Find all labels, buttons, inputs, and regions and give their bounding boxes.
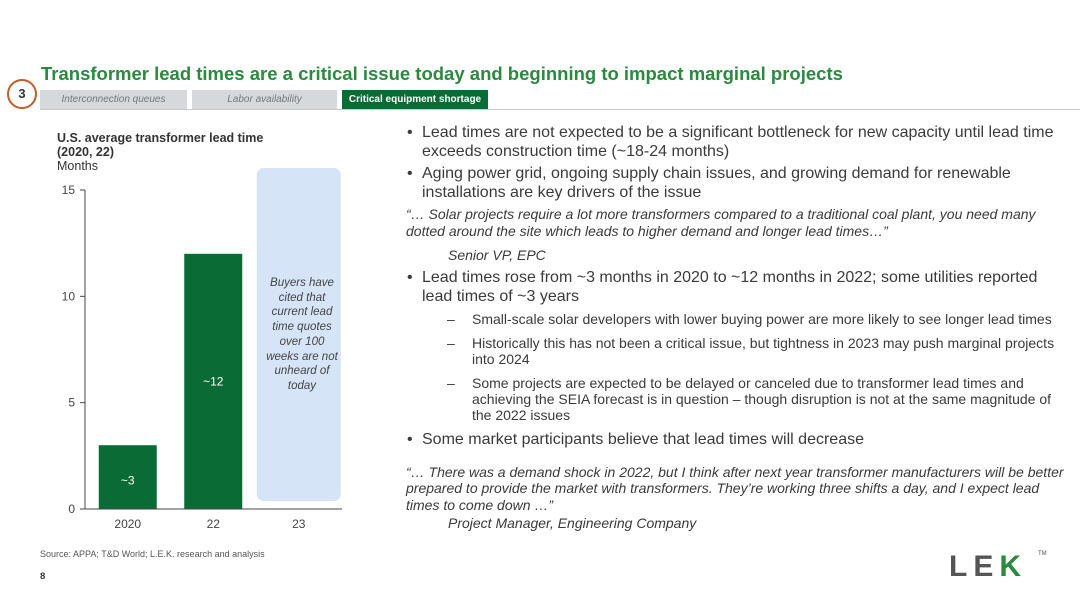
lek-logo [949, 552, 1027, 582]
tab-labor-availability[interactable]: Labor availability [192, 90, 337, 109]
bullet-bottleneck: • Lead times are not expected to be a significant bottleneck for new capacity until lead time exceeds construction time (~18-24 months) [406, 124, 1066, 161]
y-tick-label: 0 [68, 502, 75, 516]
quote-project-manager-attribution: Project Manager, Engineering Company [448, 515, 697, 531]
y-tick-label: 15 [61, 183, 75, 197]
logo-letter-l: L [949, 550, 974, 583]
y-tick-label: 10 [61, 289, 75, 304]
page-title: Transformer lead times are a critical issue today and beginning to impact marginal projects [41, 63, 843, 84]
bar-value-label: ~12 [203, 374, 224, 389]
chart-title: U.S. average transformer lead time [57, 131, 264, 145]
quote-epc-attribution: Senior VP, EPC [448, 247, 546, 263]
tab-interconnection-queues[interactable]: Interconnection queues [40, 90, 187, 109]
subbullet-small-developers: – Small-scale solar developers with lower buying power are more likely to see longer lead times [406, 311, 1066, 327]
bar-value-label: ~3 [120, 473, 135, 488]
x-tick-label: 23 [292, 517, 306, 531]
quote-project-manager: “… There was a demand shock in 2022, but I think after next year transformer manufacturers will be better prepared to provide the market with transformers. They’re working three shifts a day, and I expect lead times to come down …” [406, 463, 1064, 513]
subbullet-historical: – Historically this has not been a critical issue, but tightness in 2023 may push marginal projects into 2024 [406, 335, 1066, 367]
tab-critical-equipment-shortage[interactable]: Critical equipment shortage [342, 90, 488, 109]
logo-letter-k: K [999, 550, 1028, 583]
chart-y-unit: Months [57, 159, 98, 173]
page-number: 8 [40, 571, 46, 582]
bullet-decrease: • Some market participants believe that lead times will decrease [406, 431, 1066, 450]
callout-text: Buyers have cited that current lead time quotes over 100 weeks are not unheard of today [266, 277, 338, 392]
source-note: Source: APPA; T&D World; L.E.K. research and analysis [40, 549, 265, 559]
bullet-lead-times-rose: • Lead times rose from ~3 months in 2020 to ~12 months in 2022; some utilities reported lead times of ~3 years [406, 269, 1066, 306]
commentary [406, 124, 1066, 537]
y-tick-label: 5 [68, 395, 75, 410]
section-number-badge: 3 [7, 79, 37, 109]
logo-trademark: TM [1038, 551, 1047, 557]
bullet-drivers: • Aging power grid, ongoing supply chain issues, and growing demand for renewable installations are key drivers of the issue [406, 165, 1066, 202]
logo-letter-e: E [973, 550, 1000, 583]
chart-subtitle: (2020, 22) [57, 145, 114, 159]
x-tick-label: 22 [206, 517, 220, 531]
lead-time-bar-chart [0, 0, 400, 545]
x-tick-label: 2020 [114, 517, 142, 531]
quote-epc: “… Solar projects require a lot more transformers compared to a traditional coal plant, you need many dotted around the site which leads to higher demand and longer lead times…” [406, 206, 1036, 239]
subbullet-delays: – Some projects are expected to be delayed or canceled due to transformer lead times and achieving the SEIA forecast is in question – though disruption is not at the same magnitude of the 2022 issues [406, 375, 1066, 423]
